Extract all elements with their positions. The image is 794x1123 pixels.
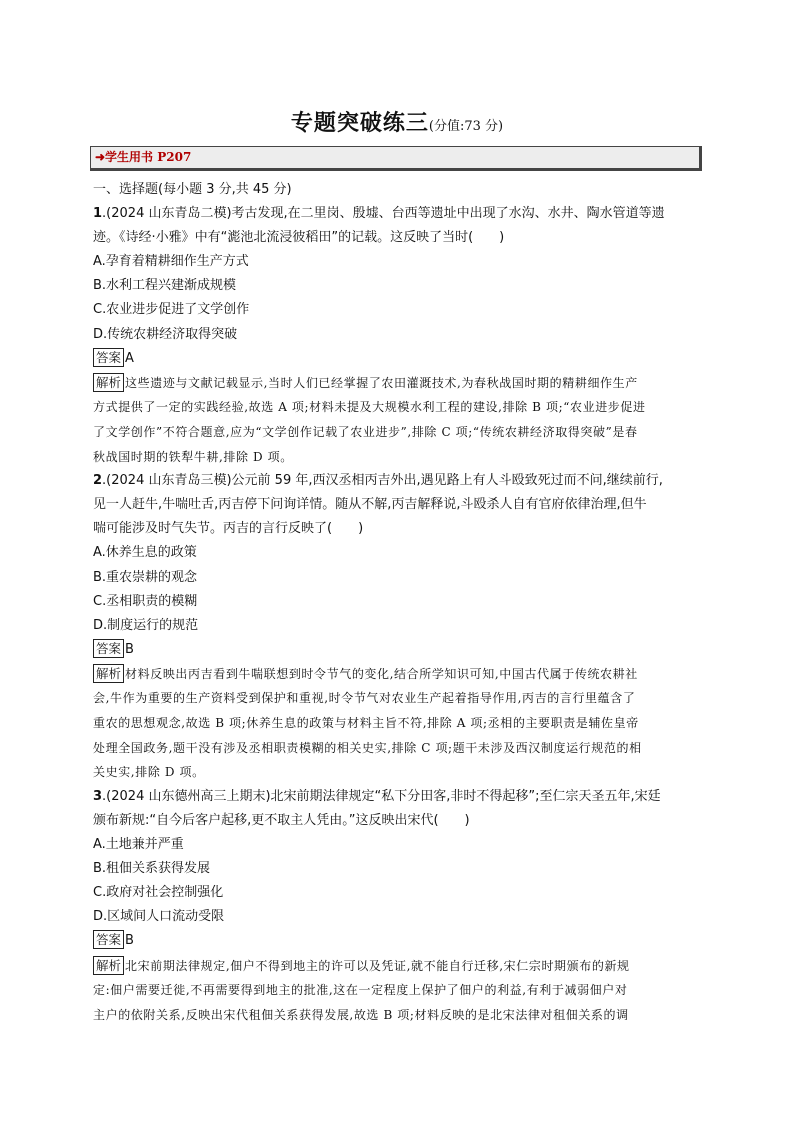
option-a: A.孕育着精耕细作生产方式 bbox=[93, 254, 249, 270]
score-text: (分值:73 分) bbox=[428, 119, 504, 134]
option-b: B.水利工程兴建渐成规模 bbox=[93, 278, 237, 294]
question-number: 1 bbox=[93, 206, 103, 222]
question-1-stem: 1.(2024 山东青岛二模)考古发现,在二里岗、殷墟、台西等遗址中出现了水沟、水井、陶水管道等遗 迹。《诗经·小雅》中有“滮池北流浸彼稻田”的记载。这反映了当时( ) bbox=[93, 206, 665, 246]
analysis-tag: 解析 bbox=[93, 664, 124, 683]
question-number: 3 bbox=[93, 788, 103, 804]
textbook-reference-bar bbox=[90, 146, 702, 171]
option-a: A.土地兼并严重 bbox=[93, 837, 184, 853]
section-heading: 一、选择题(每小题 3 分,共 45 分) bbox=[93, 182, 292, 197]
answer-tag: 答案 bbox=[93, 930, 124, 949]
analysis-tag: 解析 bbox=[93, 373, 124, 392]
answer-value: B bbox=[125, 933, 134, 949]
option-a: A.休养生息的政策 bbox=[93, 545, 197, 561]
option-b: B.重农崇耕的观念 bbox=[93, 569, 198, 585]
option-c: C.政府对社会控制强化 bbox=[93, 885, 224, 901]
page-title bbox=[0, 106, 794, 137]
answer-tag: 答案 bbox=[93, 639, 124, 658]
question-1 bbox=[93, 202, 703, 469]
answer-line bbox=[93, 638, 703, 662]
option-c: C.农业进步促进了文学创作 bbox=[93, 302, 250, 318]
analysis-tag: 解析 bbox=[93, 956, 124, 975]
analysis-block: 解析 材料反映出丙吉看到牛喘联想到时令节气的变化,结合所学知识可知,中国古代属于传统农耕社 会,牛作为重要的生产资料受到保护和重视,时令节气对农业生产起着指导作用,丙吉的言行里蕴含了 重农的思想观念,故选 B 项;休养生息的政策与材料主旨不符,排除 A 项;丞相的主要职责是辅佐皇帝 处理全国政务,题干没有涉及丞相职责模糊的相关史实,排除 C 项;题干未涉及西汉制度运行规范的相 关史实,排除 D 项。 bbox=[93, 665, 642, 780]
question-content bbox=[93, 178, 703, 1027]
answer-value: A bbox=[125, 350, 134, 366]
question-3 bbox=[93, 785, 703, 1027]
analysis-block: 解析 这些遗迹与文献记载显示,当时人们已经掌握了农田灌溉技术,为春秋战国时期的精耕细作生产 方式提供了一定的实践经验,故选 A 项;材料未提及大规模水利工程的建设,排除 B 项;“农业进步促进 了文学创作”不符合题意,应为“文学创作记载了农业进步”,排除 C 项;“传统农耕经济取得突破”是春 秋战国时期的铁犁牛耕,排除 D 项。 bbox=[93, 374, 646, 464]
option-d: D.区域间人口流动受限 bbox=[93, 909, 225, 925]
option-d: D.制度运行的规范 bbox=[93, 617, 199, 633]
question-2 bbox=[93, 469, 703, 785]
answer-line bbox=[93, 929, 703, 953]
question-3-stem: 3.(2024 山东德州高三上期末)北宋前期法律规定“私下分田客,非时不得起移”;至仁宗天圣五年,宋廷 颁布新规:“自今后客户起移,更不取主人凭由。”这反映出宋代( ) bbox=[93, 788, 661, 828]
question-2-stem: 2.(2024 山东青岛三模)公元前 59 年,西汉丞相丙吉外出,遇见路上有人斗殴致死过而不问,继续前行, 见一人赶牛,牛喘吐舌,丙吉停下问询详情。随从不解,丙吉解释说,斗殴杀人自有官府依律治理,但牛 喘可能涉及时气失节。丙吉的言行反映了( ) bbox=[93, 473, 663, 537]
title-text: 专题突破练三 bbox=[290, 110, 429, 136]
answer-tag: 答案 bbox=[93, 348, 124, 367]
analysis-block: 解析 北宋前期法律规定,佃户不得到地主的许可以及凭证,就不能自行迁移,宋仁宗时期颁布的新规 定:佃户需要迁徙,不再需要得到地主的批准,这在一定程度上保护了佃户的利益,有利于减弱佃户对 主户的依附关系,反映出宋代租佃关系获得发展,故选 B 项;材料反映的是北宋法律对租佃关系的调 bbox=[93, 957, 630, 1022]
option-c: C.丞相职责的模糊 bbox=[93, 593, 198, 609]
answer-line bbox=[93, 347, 703, 371]
option-d: D.传统农耕经济取得突破 bbox=[93, 326, 238, 342]
answer-value: B bbox=[125, 641, 134, 657]
question-number: 2 bbox=[93, 473, 103, 489]
option-b: B.租佃关系获得发展 bbox=[93, 861, 211, 877]
textbook-reference: ➜学生用书 P207 bbox=[95, 150, 192, 164]
